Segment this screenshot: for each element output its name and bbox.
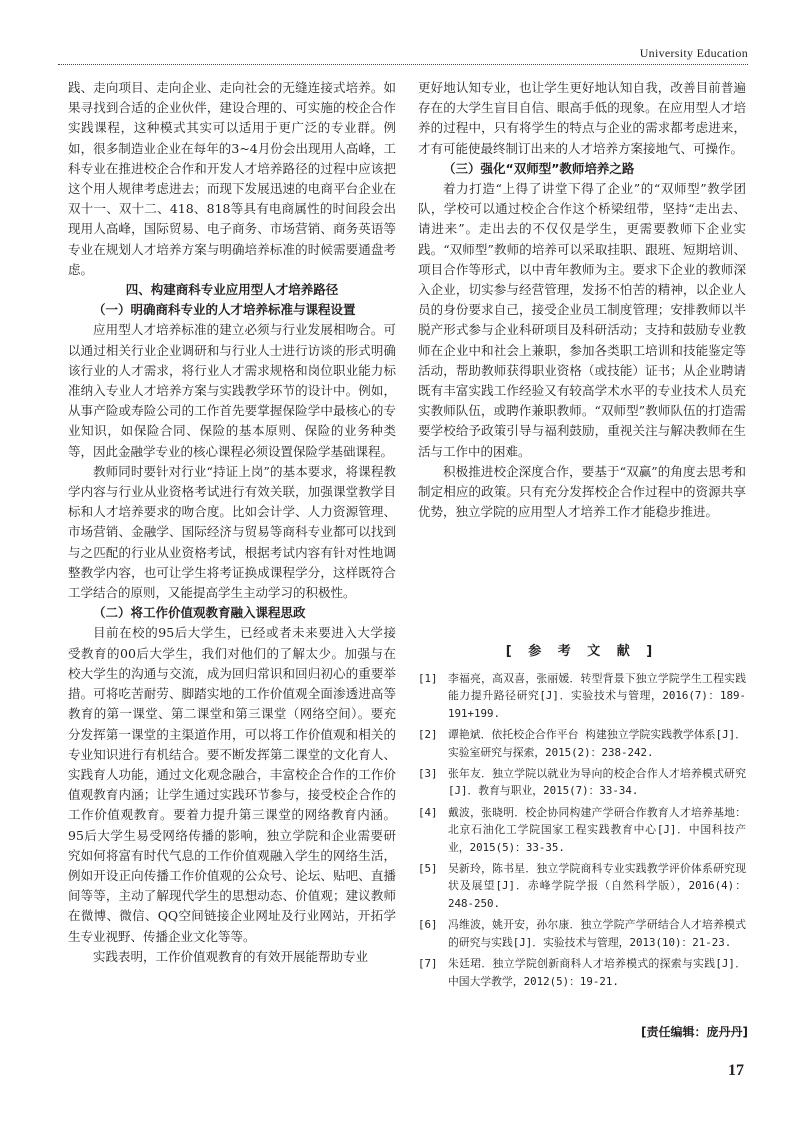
reference-number: [2] [418,728,438,742]
reference-text: 张年友．独立学院以就业为导向的校企合作人才培养模式研究[J]．教育与职业，2015(7)：33-34. [448,767,746,798]
paragraph: 更好地认知专业，也让学生更好地认知自我，改善目前普遍存在的大学生盲目自信、眼高手低的现象。在应用型人才培养的过程中，只有将学生的特点与企业的需求都考虑进来，才有可能使最终制订出来的人才培养方案接地气、可操作。 [418,80,746,156]
responsible-editor: [责任编辑：庞丹丹] [641,1025,748,1039]
subsection-heading: （二）将工作价值观教育融入课程思政 [93,605,306,621]
reference-number: [6] [418,918,438,932]
reference-number: [1] [418,672,438,685]
reference-item [418,860,746,912]
references-heading: [ 参 考 文 献 ] [505,644,659,659]
paragraph: 实践表明，工作价值观教育的有效开展能帮助专业 [93,948,369,964]
section-heading: 四、构建商科专业应用型人才培养路径 [125,282,339,298]
reference-list [418,670,746,994]
left-column [68,78,396,967]
reference-number: [5] [418,862,438,876]
paragraph: 目前在校的95后大学生，已经或者未来要进入大学接受教育的00后大学生，我们对他们的了解太少。加强与在校大学生的沟通与交流，成为回归常识和回归初心的重要举措。可将吃苦耐劳、脚踏实地的工作价值观全面渗透进高等教育的第一课堂、第二课堂和第三课堂（网络空间）。要充分发挥第一课堂的主渠道作用，可以将工作价值观和相关的专业知识进行有机结合。要不断发挥第二课堂的文化育人、实践育人功能，通过文化观念融合，丰富校企合作的工作价值观教育内涵；让学生通过实践环节参与，接受校企合作的工作价值观教育。要着力提升第三课堂的网络教育内涵。95后大学生易受网络传播的影响，独立学院和企业需要研究如何将富有时代气息的工作价值观融入学生的网络生活，例如开设正向传播工作价值观的公众号、论坛、贴吧、直播间等等，主动了解现代学生的思想动态、价值观；建议教师在微博、微信、QQ空间链接企业网址及行业网站，开拓学生专业视野、传播企业文化等等。 [68,625,396,944]
right-column [418,78,746,522]
reference-text: 李福亮，高双喜，张丽媛．转型背景下独立学院学生工程实践能力提升路径研究[J]．实验技术与管理，2016(7)：189-191+199. [448,672,746,720]
page-number: 17 [728,1062,744,1079]
paragraph: 教师同时要针对行业“持证上岗”的基本要求，将课程教学内容与行业从业资格考试进行有效关联，加强课堂教学目标和人才培养要求的吻合度。比如会计学、人力资源管理、市场营销、金融学、国际经济与贸易等商科专业都可以找到与之匹配的行业从业资格考试，根据考试内容有针对性地调整教学内容，也可让学生将考证换成课程学分，这样既符合工学结合的原则，又能提高学生主动学习的积极性。 [68,463,396,601]
subsection-heading: （三）强化“双师型”教师培养之路 [443,160,635,176]
reference-number: [4] [418,805,438,819]
reference-item [418,916,746,951]
reference-text: 戴波，张晓明．校企协同构建产学研合作教育人才培养基地：北京石油化工学院国家工程实践教育中心[J]．中国科技产业，2015(5)：33-35. [448,805,746,854]
reference-text: 冯维波，姚开安，孙尔康．独立学院产学研结合人才培养模式的研究与实践[J]．实验技术与管理，2013(10)：21-23. [448,918,746,949]
paragraph: 践、走向项目、走向企业、走向社会的无缝连接式培养。如果寻找到合适的企业伙伴，建设合理的、可实施的校企合作实践课程，这种模式其实可以适用于更广泛的专业群。例如，很多制造业企业在每年的3~4月份会出现用人高峰，工科专业在推进校企合作和开发人才培养路径的过程中应该把这个用人规律考虑进去；而现下发展迅速的电商平台企业在双十一、双十二、418、818等具有电商属性的时间段会出现用人高峰，国际贸易、电子商务、市场营销、商务英语等专业在规划人才培养方案与明确培养标准的时候需要通盘考虑。 [68,80,396,277]
reference-item [418,955,746,990]
reference-text: 朱廷珺．独立学院创新商科人才培养模式的探索与实践[J]．中国大学教学，2012(5)：19-21. [448,957,746,988]
reference-item [418,726,746,761]
paragraph: 应用型人才培养标准的建立必须与行业发展相吻合。可以通过相关行业企业调研和与行业人士进行访谈的形式明确该行业的人才需求，将行业人才需求规格和岗位职业能力标准纳入专业人才培养方案与实践教学环节的设计中。例如，从事产险或寿险公司的工作首先要掌握保险学中最核心的专业知识，如保险合同、保险的基本原则、保险的业务种类等，因此金融学专业的核心课程必须设置保险学基础课程。 [68,322,396,459]
reference-number: [3] [418,767,438,781]
subsection-heading: （一）明确商科专业的人才培养标准与课程设置 [93,302,356,318]
paragraph: 积极推进校企深度合作，要基于“双赢”的角度去思考和制定相应的政策。只有充分发挥校企合作过程中的资源共享优势，独立学院的应用型人才培养工作才能稳步推进。 [418,463,746,520]
reference-text: 吴新玲，陈书星．独立学院商科专业实践教学评价体系研究现状及展望[J]．赤峰学院学报（自然科学版），2016(4)：248-250. [448,862,746,910]
reference-item [418,765,746,800]
journal-header-title: University Education [639,46,748,60]
reference-number: [7] [418,957,438,971]
reference-text: 谭艳斌．依托校企合作平台 构建独立学院实践教学体系[J]．实验室研究与探索，2015(2)：238-242. [448,728,746,759]
reference-item [418,670,746,722]
header-divider [58,64,748,65]
reference-item [418,804,746,856]
paragraph: 着力打造“上得了讲堂下得了企业”的“双师型”教学团队，学校可以通过校企合作这个桥梁纽带，坚持“走出去、请进来”。走出去的不仅仅是学生，更需要教师下企业实践。“双师型”教师的培养可以采取挂职、跟班、短期培训、项目合作等形式，以中青年教师为主。要求下企业的教师深入企业，切实参与经营管理，发扬不怕苦的精神，以企业人员的身份要求自己，接受企业员工制度管理；安排教师以半脱产形式参与企业科研项目及科研活动；支持和鼓励专业教师在企业中和社会上兼职，参加各类职工培训和技能鉴定等活动，帮助教师获得职业资格（或技能）证书；从企业聘请既有丰富实践工作经验又有较高学术水平的专业技术人员充实教师队伍，或聘作兼职教师。“双师型”教师队伍的打造需要学校给予政策引导与福利鼓励，重视关注与解决教师在生活与工作中的困难。 [418,181,746,459]
